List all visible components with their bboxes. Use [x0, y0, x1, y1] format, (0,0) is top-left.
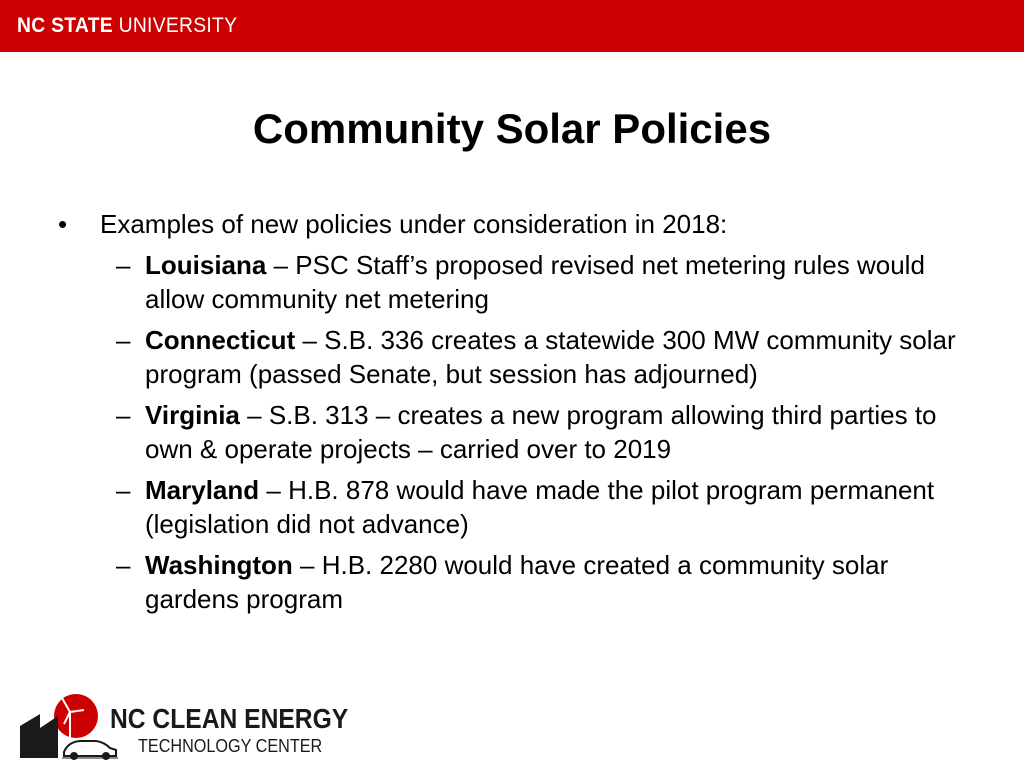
list-item: – Louisiana – PSC Staff’s proposed revised net metering rules would allow community net metering	[116, 250, 925, 314]
policy-text: PSC Staff’s proposed revised net metering rules would allow community net metering	[145, 250, 925, 314]
building-icon	[20, 714, 58, 758]
list-item: – Connecticut – S.B. 336 creates a statewide 300 MW community solar program (passed Senate, but session has adjourned)	[116, 325, 956, 389]
car-icon	[64, 741, 116, 760]
dash-marker: –	[116, 475, 131, 505]
policy-text: H.B. 878 would have made the pilot program permanent (legislation did not advance)	[145, 475, 935, 539]
policy-text: H.B. 2280 would have created a community solar gardens program	[145, 550, 889, 614]
state-name: Virginia	[145, 400, 240, 430]
dash-marker: –	[116, 325, 131, 355]
dash-marker: –	[116, 550, 131, 580]
policy-text: S.B. 336 creates a statewide 300 MW community solar program (passed Senate, but session has adjourned)	[145, 325, 956, 389]
slide-title: Community Solar Policies	[252, 105, 772, 152]
header-bar	[0, 0, 1024, 52]
list-item: – Virginia – S.B. 313 – creates a new program allowing third parties to own & operate projects – carried over to 2019	[116, 400, 937, 464]
logo-line2: TECHNOLOGY CENTER	[138, 736, 323, 756]
policy-list	[58, 248, 978, 616]
list-item: – Maryland – H.B. 878 would have made the pilot program permanent (legislation did not advance)	[116, 475, 935, 539]
logo-line1: NC CLEAN ENERGY	[110, 703, 349, 734]
university-name	[17, 14, 237, 38]
state-name: Washington	[145, 550, 293, 580]
list-item: – Washington – H.B. 2280 would have created a community solar gardens program	[116, 550, 889, 614]
policy-text: S.B. 313 – creates a new program allowing third parties to own & operate projects – carried over to 2019	[145, 400, 937, 464]
university-name-regular: UNIVERSITY	[118, 14, 238, 37]
main-bullet-text: Examples of new policies under consideration in 2018:	[100, 209, 728, 239]
sun-icon	[54, 694, 98, 738]
bullet-marker: •	[58, 209, 68, 239]
state-name: Connecticut	[145, 325, 296, 355]
main-bullet	[58, 207, 978, 241]
dash-marker: –	[116, 250, 131, 280]
state-name: Louisiana	[145, 250, 267, 280]
dash-marker: –	[116, 400, 131, 430]
university-name-bold: NC STATE	[17, 14, 113, 37]
state-name: Maryland	[145, 475, 260, 505]
slide-content	[58, 207, 978, 623]
